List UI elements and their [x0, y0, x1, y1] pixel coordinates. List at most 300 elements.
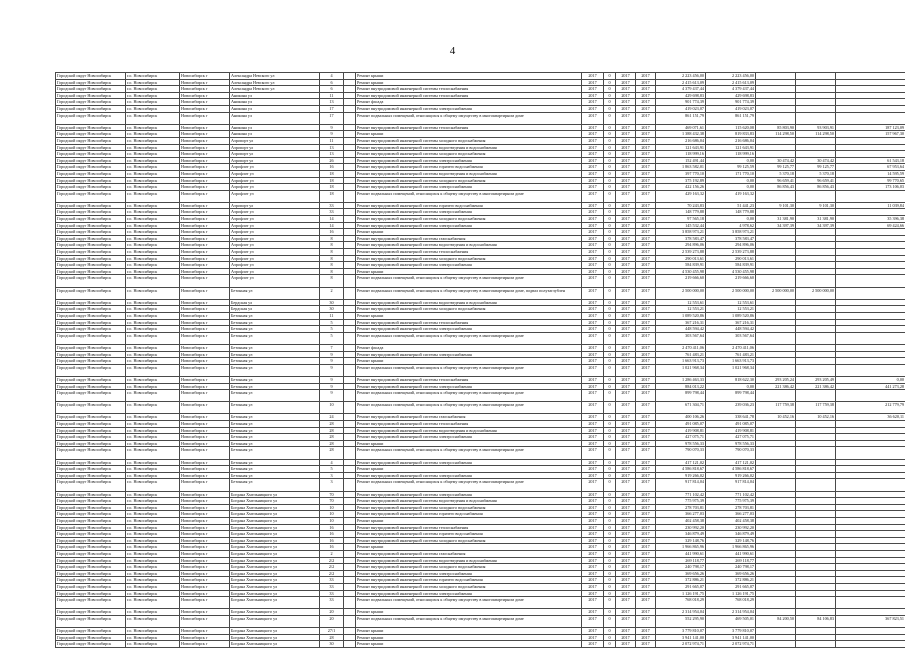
cell-n: 0	[604, 472, 616, 479]
cell-locality: Новосибирск г	[180, 326, 230, 333]
cell-house: 2/2	[320, 564, 344, 571]
cell-locality: Новосибирск г	[180, 184, 230, 191]
cell-a3	[756, 524, 796, 531]
cell-locality: Новосибирск г	[180, 99, 230, 106]
cell-settlement: г.о. Новосибирск	[126, 299, 180, 306]
cell-y3: 2017	[636, 144, 656, 151]
cell-n: 0	[604, 597, 616, 609]
cell-empty	[344, 479, 356, 491]
cell-locality: Новосибирск г	[180, 570, 230, 577]
cell-a3	[756, 255, 796, 262]
cell-n: 0	[604, 351, 616, 358]
cell-work: Ремонт внутридомовой инженерной системы электроснабжения	[356, 262, 582, 269]
cell-y2: 2017	[616, 262, 636, 269]
cell-y3: 2017	[636, 86, 656, 93]
cell-a2: 4 586 818,67	[706, 466, 756, 473]
cell-y3: 2017	[636, 216, 656, 223]
cell-a2: 346 879,49	[706, 531, 756, 538]
table-row	[56, 105, 905, 112]
cell-n: 0	[604, 440, 616, 447]
cell-a4: 293 205,49	[796, 376, 836, 383]
cell-settlement: г.о. Новосибирск	[126, 634, 180, 641]
cell-locality: Новосибирск г	[180, 144, 230, 151]
cell-y3: 2017	[636, 531, 656, 538]
cell-street: Бетонная ул	[230, 364, 320, 376]
cell-house: 9	[320, 124, 344, 131]
cell-settlement: г.о. Новосибирск	[126, 364, 180, 376]
cell-a5	[836, 137, 905, 144]
cell-y3: 2017	[636, 466, 656, 473]
cell-street: Богдана Хмельницкого ул	[230, 615, 320, 627]
cell-house: 9	[320, 383, 344, 390]
table-row	[56, 137, 905, 144]
cell-street: Бетонная ул	[230, 402, 320, 414]
cell-a1: 3 858 973,21	[656, 229, 706, 236]
cell-y1: 2017	[582, 531, 604, 538]
cell-a3	[756, 326, 796, 333]
cell-a3	[756, 229, 796, 236]
cell-house: 10	[320, 402, 344, 414]
cell-street: Аэрофлот ул	[230, 177, 320, 184]
cell-settlement: г.о. Новосибирск	[126, 376, 180, 383]
table-row	[56, 287, 905, 299]
cell-n: 0	[604, 537, 616, 544]
cell-a5	[836, 544, 905, 551]
cell-work: Ремонт внутридомовой инженерной системы электроснабжения	[356, 157, 582, 164]
cell-a2: 491 085,07	[706, 421, 756, 428]
cell-a4	[796, 511, 836, 518]
cell-locality: Новосибирск г	[180, 262, 230, 269]
cell-y1: 2017	[582, 634, 604, 641]
cell-y3: 2017	[636, 570, 656, 577]
table-row	[56, 151, 905, 158]
cell-work: Ремонт подвальных помещений, относящихся к общему имуществу в многоквартирном доме	[356, 364, 582, 376]
cell-locality: Новосибирск г	[180, 235, 230, 242]
cell-settlement: г.о. Новосибирск	[126, 164, 180, 171]
cell-a1: 919 266,02	[656, 472, 706, 479]
table-row	[56, 275, 905, 287]
cell-settlement: г.о. Новосибирск	[126, 641, 180, 648]
table-row	[56, 255, 905, 262]
cell-a5: 14 595,59	[836, 170, 905, 177]
cell-y1: 2017	[582, 557, 604, 564]
cell-a5	[836, 531, 905, 538]
cell-y3: 2017	[636, 557, 656, 564]
cell-locality: Новосибирск г	[180, 537, 230, 544]
cell-y3: 2017	[636, 564, 656, 571]
cell-empty	[344, 517, 356, 524]
table-row	[56, 615, 905, 627]
cell-a2: 402 458,38	[706, 517, 756, 524]
cell-y1: 2017	[582, 641, 604, 648]
cell-street: Аэропорт ул	[230, 144, 320, 151]
cell-y1: 2017	[582, 262, 604, 269]
cell-settlement: г.о. Новосибирск	[126, 590, 180, 597]
cell-n: 0	[604, 92, 616, 99]
cell-street: Богдана Хмельницкого ул	[230, 531, 320, 538]
cell-n: 0	[604, 358, 616, 365]
cell-street: Бетонная ул	[230, 472, 320, 479]
cell-settlement: г.о. Новосибирск	[126, 544, 180, 551]
cell-y1: 2017	[582, 287, 604, 299]
cell-y2: 2017	[616, 414, 636, 421]
cell-work: Ремонт внутридомовой инженерной системы газоснабжения	[356, 550, 582, 557]
cell-y1: 2017	[582, 268, 604, 275]
cell-a1: 2 500 000,00	[656, 287, 706, 299]
cell-a1: 148 779,88	[656, 209, 706, 216]
cell-a5	[836, 312, 905, 319]
cell-a1: 1 966 865,96	[656, 544, 706, 551]
cell-y1: 2017	[582, 564, 604, 571]
cell-empty	[344, 177, 356, 184]
cell-y3: 2017	[636, 202, 656, 209]
cell-a3	[756, 440, 796, 447]
cell-a1: 790 070,33	[656, 447, 706, 459]
cell-district: Городской округ Новосибирск	[56, 434, 126, 441]
table-row	[56, 79, 905, 86]
cell-district: Городской округ Новосибирск	[56, 390, 126, 402]
cell-locality: Новосибирск г	[180, 440, 230, 447]
table-row	[56, 414, 905, 421]
cell-work: Ремонт внутридомовой инженерной системы электроснабжения	[356, 472, 582, 479]
cell-work: Ремонт крыши	[356, 268, 582, 275]
cell-y3: 2017	[636, 249, 656, 256]
cell-y3: 2017	[636, 157, 656, 164]
cell-a1: 2 470 411,06	[656, 344, 706, 351]
cell-a1: 861 151,79	[656, 112, 706, 124]
cell-y1: 2017	[582, 99, 604, 106]
cell-n: 0	[604, 641, 616, 648]
cell-a4	[796, 570, 836, 577]
table-row	[56, 544, 905, 551]
cell-a4: 30 474,42	[796, 157, 836, 164]
cell-a1: 121 643,91	[656, 144, 706, 151]
cell-street: Богдана Хмельницкого ул	[230, 491, 320, 498]
cell-a1: 771 102,42	[656, 491, 706, 498]
cell-empty	[344, 531, 356, 538]
cell-locality: Новосибирск г	[180, 491, 230, 498]
cell-street: Аэропорт ул	[230, 151, 320, 158]
cell-y1: 2017	[582, 312, 604, 319]
cell-a5	[836, 151, 905, 158]
cell-house: 10	[320, 517, 344, 524]
cell-house: 2	[320, 287, 344, 299]
cell-house: 20	[320, 609, 344, 616]
cell-settlement: г.о. Новосибирск	[126, 268, 180, 275]
cell-a2: 0,00	[706, 383, 756, 390]
cell-work: Ремонт крыши	[356, 628, 582, 635]
cell-y3: 2017	[636, 299, 656, 306]
cell-house: 28	[320, 421, 344, 428]
cell-a2: 171 770,10	[706, 170, 756, 177]
cell-work: Ремонт внутридомовой инженерной системы теплоснабжения	[356, 92, 582, 99]
cell-y3: 2017	[636, 124, 656, 131]
table-row	[56, 524, 905, 531]
cell-y2: 2017	[616, 564, 636, 571]
cell-street: Богдана Хмельницкого ул	[230, 590, 320, 597]
cell-a2: 417 121,02	[706, 459, 756, 466]
cell-street: Богдана Хмельницкого ул	[230, 570, 320, 577]
cell-locality: Новосибирск г	[180, 358, 230, 365]
cell-house: 11	[320, 312, 344, 319]
cell-a3: 34 397,39	[756, 222, 796, 229]
cell-district: Городской округ Новосибирск	[56, 537, 126, 544]
cell-a4	[796, 597, 836, 609]
cell-a3	[756, 628, 796, 635]
table-row	[56, 190, 905, 202]
cell-y1: 2017	[582, 222, 604, 229]
cell-a1: 491 085,07	[656, 421, 706, 428]
cell-a2: 378 583,47	[706, 235, 756, 242]
cell-y3: 2017	[636, 164, 656, 171]
cell-district: Городской округ Новосибирск	[56, 222, 126, 229]
cell-locality: Новосибирск г	[180, 131, 230, 138]
cell-settlement: г.о. Новосибирск	[126, 434, 180, 441]
cell-y2: 2017	[616, 402, 636, 414]
cell-district: Городской округ Новосибирск	[56, 447, 126, 459]
cell-a1: 3 941 141,00	[656, 634, 706, 641]
cell-house: 24	[320, 414, 344, 421]
cell-n: 0	[604, 491, 616, 498]
cell-street: Аэропорт ул	[230, 137, 320, 144]
cell-y1: 2017	[582, 628, 604, 635]
cell-a1: 402 458,38	[656, 517, 706, 524]
cell-y2: 2017	[616, 131, 636, 138]
cell-a2: 761 483,21	[706, 351, 756, 358]
cell-locality: Новосибирск г	[180, 524, 230, 531]
cell-district: Городской округ Новосибирск	[56, 299, 126, 306]
cell-a1: 448 594,42	[656, 326, 706, 333]
cell-settlement: г.о. Новосибирск	[126, 440, 180, 447]
cell-a4	[796, 326, 836, 333]
cell-y1: 2017	[582, 326, 604, 333]
cell-a5	[836, 351, 905, 358]
cell-district: Городской округ Новосибирск	[56, 358, 126, 365]
cell-y1: 2017	[582, 216, 604, 223]
cell-work: Ремонт внутридомовой инженерной системы теплоснабжения	[356, 319, 582, 326]
cell-district: Городской округ Новосибирск	[56, 262, 126, 269]
cell-y3: 2017	[636, 414, 656, 421]
cell-n: 0	[604, 242, 616, 249]
cell-district: Городской округ Новосибирск	[56, 517, 126, 524]
cell-a3	[756, 511, 796, 518]
cell-work: Ремонт внутридомовой инженерной системы холодного водоснабжения	[356, 306, 582, 313]
cell-y1: 2017	[582, 498, 604, 505]
cell-house: 28	[320, 434, 344, 441]
cell-house: 16	[320, 524, 344, 531]
cell-locality: Новосибирск г	[180, 112, 230, 124]
cell-settlement: г.о. Новосибирск	[126, 524, 180, 531]
cell-district: Городской округ Новосибирск	[56, 306, 126, 313]
cell-a3	[756, 275, 796, 287]
cell-a1: 219 666,60	[656, 275, 706, 287]
cell-house: 8	[320, 249, 344, 256]
cell-a2: 819 833,83	[706, 131, 756, 138]
cell-locality: Новосибирск г	[180, 544, 230, 551]
cell-y3: 2017	[636, 628, 656, 635]
cell-a2: 1 663 913,73	[706, 358, 756, 365]
cell-street: Аникина ул	[230, 124, 320, 131]
cell-district: Городской округ Новосибирск	[56, 73, 126, 80]
cell-a3	[756, 597, 796, 609]
table-row	[56, 312, 905, 319]
cell-a4	[796, 306, 836, 313]
cell-n: 0	[604, 427, 616, 434]
cell-n: 0	[604, 577, 616, 584]
table-row	[56, 583, 905, 590]
cell-district: Городской округ Новосибирск	[56, 255, 126, 262]
table-row	[56, 262, 905, 269]
cell-a3	[756, 577, 796, 584]
cell-settlement: г.о. Новосибирск	[126, 504, 180, 511]
cell-settlement: г.о. Новосибирск	[126, 255, 180, 262]
cell-a2: 2 470 411,06	[706, 344, 756, 351]
cell-locality: Новосибирск г	[180, 517, 230, 524]
cell-locality: Новосибирск г	[180, 628, 230, 635]
cell-y2: 2017	[616, 537, 636, 544]
cell-y3: 2017	[636, 358, 656, 365]
cell-y2: 2017	[616, 376, 636, 383]
cell-work: Ремонт внутридомовой инженерной системы холодного водоснабжения	[356, 504, 582, 511]
cell-district: Городской округ Новосибирск	[56, 583, 126, 590]
cell-n: 0	[604, 268, 616, 275]
cell-y2: 2017	[616, 641, 636, 648]
cell-n: 0	[604, 79, 616, 86]
cell-locality: Новосибирск г	[180, 498, 230, 505]
cell-a5	[836, 235, 905, 242]
cell-y2: 2017	[616, 255, 636, 262]
cell-n: 0	[604, 590, 616, 597]
cell-a4	[796, 479, 836, 491]
cell-a1: 775 975,39	[656, 498, 706, 505]
cell-a2: 429 698,83	[706, 92, 756, 99]
cell-settlement: г.о. Новосибирск	[126, 557, 180, 564]
table-row	[56, 177, 905, 184]
cell-a2: 369 656,26	[706, 570, 756, 577]
cell-locality: Новосибирск г	[180, 190, 230, 202]
cell-work: Ремонт подвальных помещений, относящихся к общему имуществу в многоквартирном доме	[356, 447, 582, 459]
cell-a3	[756, 504, 796, 511]
cell-y2: 2017	[616, 583, 636, 590]
cell-a2: 269 118,77	[706, 557, 756, 564]
cell-y1: 2017	[582, 112, 604, 124]
cell-a4: 10 452,16	[796, 414, 836, 421]
cell-empty	[344, 164, 356, 171]
cell-a4	[796, 86, 836, 93]
cell-district: Городской округ Новосибирск	[56, 86, 126, 93]
cell-a4	[796, 583, 836, 590]
cell-street: Бетонная ул	[230, 440, 320, 447]
cell-a2: 919 266,02	[706, 472, 756, 479]
cell-street: Богдана Хмельницкого ул	[230, 597, 320, 609]
cell-locality: Новосибирск г	[180, 242, 230, 249]
cell-a5	[836, 537, 905, 544]
cell-a4	[796, 577, 836, 584]
cell-n: 0	[604, 524, 616, 531]
cell-a5	[836, 242, 905, 249]
cell-a2: 4 379 437,44	[706, 86, 756, 93]
cell-settlement: г.о. Новосибирск	[126, 332, 180, 344]
cell-a3	[756, 242, 796, 249]
cell-y3: 2017	[636, 597, 656, 609]
cell-a5: 187 123,09	[836, 124, 905, 131]
cell-a3	[756, 557, 796, 564]
cell-a5	[836, 557, 905, 564]
cell-a5	[836, 209, 905, 216]
cell-a4	[796, 105, 836, 112]
cell-work: Ремонт внутридомовой инженерной системы горячего водоснабжения	[356, 164, 582, 171]
cell-work: Ремонт крыши	[356, 544, 582, 551]
table-row	[56, 268, 905, 275]
cell-a1: 372 886,21	[656, 577, 706, 584]
cell-work: Ремонт внутридомовой инженерной системы электроснабжения	[356, 351, 582, 358]
cell-work: Ремонт внутридомовой инженерной системы водоотведения и водоснабжения	[356, 427, 582, 434]
cell-a2: 329 148,76	[706, 537, 756, 544]
cell-a2: 3 941 141,00	[706, 634, 756, 641]
cell-house: 26	[320, 157, 344, 164]
cell-a1: 1 388 432,38	[656, 131, 706, 138]
cell-y3: 2017	[636, 498, 656, 505]
table-row	[56, 472, 905, 479]
cell-locality: Новосибирск г	[180, 137, 230, 144]
cell-y2: 2017	[616, 364, 636, 376]
cell-y2: 2017	[616, 615, 636, 627]
cell-work: Ремонт внутридомовой инженерной системы горячего водоснабжения	[356, 531, 582, 538]
cell-a4	[796, 466, 836, 473]
cell-house: 5	[320, 319, 344, 326]
cell-settlement: г.о. Новосибирск	[126, 466, 180, 473]
cell-y1: 2017	[582, 447, 604, 459]
cell-locality: Новосибирск г	[180, 268, 230, 275]
cell-y1: 2017	[582, 537, 604, 544]
cell-empty	[344, 157, 356, 164]
cell-y3: 2017	[636, 131, 656, 138]
cell-work: Ремонт подвальных помещений, относящихся к общему имуществу в многоквартирном доме	[356, 615, 582, 627]
cell-a4	[796, 209, 836, 216]
cell-a3	[756, 99, 796, 106]
cell-empty	[344, 144, 356, 151]
cell-house: 13	[320, 144, 344, 151]
cell-n: 0	[604, 287, 616, 299]
cell-a4	[796, 524, 836, 531]
cell-a1: 419 023,07	[656, 105, 706, 112]
cell-street: Аэропорт ул	[230, 157, 320, 164]
cell-a1: 4 530 455,98	[656, 268, 706, 275]
cell-street: Бетонная ул	[230, 466, 320, 473]
cell-empty	[344, 131, 356, 138]
cell-work: Ремонт внутридомовой инженерной системы горячего водоснабжения	[356, 577, 582, 584]
cell-y3: 2017	[636, 190, 656, 202]
cell-street: Аэрофлот ул	[230, 249, 320, 256]
cell-district: Городской округ Новосибирск	[56, 242, 126, 249]
cell-y1: 2017	[582, 479, 604, 491]
cell-house: 8	[320, 242, 344, 249]
cell-a5	[836, 609, 905, 616]
cell-y3: 2017	[636, 177, 656, 184]
cell-empty	[344, 319, 356, 326]
cell-a2: 4 530 455,98	[706, 268, 756, 275]
cell-settlement: г.о. Новосибирск	[126, 421, 180, 428]
cell-street: Аэропорт ул	[230, 202, 320, 209]
cell-work: Ремонт крыши	[356, 312, 582, 319]
cell-y2: 2017	[616, 447, 636, 459]
cell-house: 18	[320, 170, 344, 177]
cell-y3: 2017	[636, 229, 656, 236]
cell-a5	[836, 583, 905, 590]
cell-a4	[796, 498, 836, 505]
cell-n: 0	[604, 504, 616, 511]
cell-y2: 2017	[616, 202, 636, 209]
